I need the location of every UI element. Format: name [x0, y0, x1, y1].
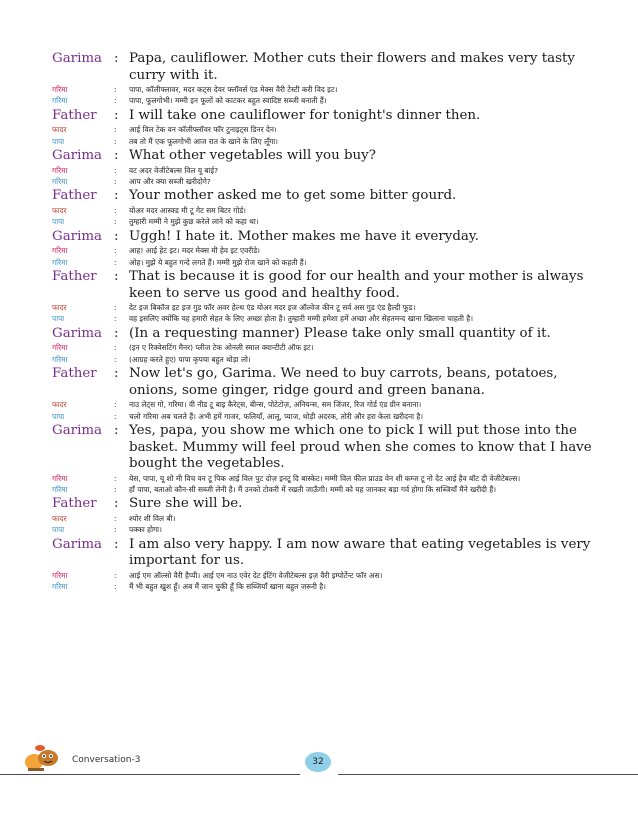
colon: :	[114, 125, 117, 135]
colon: :	[114, 582, 117, 592]
speaker-name: गरिमा	[52, 343, 68, 353]
page-number-badge: 32	[305, 752, 331, 772]
transliteration-text: श्योर शी विल बी।	[129, 513, 176, 523]
speaker-name: फादर	[52, 303, 67, 313]
colon: :	[114, 205, 117, 215]
colon: :	[114, 423, 119, 438]
colon: :	[114, 85, 117, 94]
transliteration-text: पापा, कॉलीफ्लावर, मदर कट्स देयर फ्लॉवर्स एंड मेक्स वैरी टेस्टी करी विद इट।	[129, 85, 338, 94]
transliteration-text: (इन ए रिक्वेसटिंग मैनर) प्लीज टेक ओनली स्माल क्वान्टीटी ऑफ इट।	[129, 343, 314, 353]
transliteration-line	[52, 205, 592, 216]
transliteration-text: आह! आई हेट इट। मदर मेक्स मी हेव इट एवरीडे।	[129, 246, 260, 256]
dialogue	[52, 50, 592, 592]
colon: :	[114, 484, 117, 494]
colon: :	[114, 165, 117, 175]
transliteration-text: योअर मदर आस्क्ड मी टू गेट सम बिटर गोर्ड।	[129, 205, 246, 215]
colon: :	[114, 257, 117, 267]
dialogue-text: Uggh! I hate it. Mother makes me have it everyday.	[129, 228, 479, 244]
speaker-name: गरिमा	[52, 354, 68, 364]
transliteration-text: नाउ लेट्स गो, गरिमा। वी नीड टू बाइ कैरेट्स, बीन्स, पोटेटोज़, अनियन्स, सम जिंजर, रिज गोर्ड एंड ग्रीन बनाना।	[129, 400, 422, 410]
dialogue-text: (In a requesting manner) Please take only small quantity of it.	[129, 325, 551, 341]
transliteration-text: आई एम ऑल्सो वैरी हैप्पी। आई एम नाउ एवेर देट ईटिंग वेजीटेबल्स इज़ वैरी इम्पोर्टेन्ट फॉर अस।	[129, 570, 383, 580]
speaker-name: Father	[52, 107, 97, 123]
cartoon-mascot-icon	[20, 744, 66, 774]
colon: :	[114, 513, 117, 523]
speaker-name: Garima	[52, 536, 103, 552]
hindi-line	[52, 524, 592, 535]
colon: :	[114, 411, 117, 421]
hindi-line	[52, 581, 592, 592]
transliteration-line	[52, 302, 592, 313]
hindi-text: (आग्रह करते हुए) पापा कृपया बहुत थोड़ा लो।	[129, 354, 251, 364]
hindi-line	[52, 313, 592, 324]
transliteration-line	[52, 399, 592, 410]
speaker-name: गरिमा	[52, 257, 68, 267]
transliteration-line	[52, 84, 592, 95]
dialogue-line	[52, 537, 592, 570]
dialogue-line	[52, 269, 592, 302]
hindi-line	[52, 216, 592, 227]
speaker-name: गरिमा	[52, 484, 68, 494]
colon: :	[114, 343, 117, 353]
colon: :	[114, 525, 117, 535]
dialogue-text: Now let's go, Garima. We need to buy carrots, beans, potatoes, onions, some ginger, ridge gourd and green banana.	[129, 366, 558, 398]
speaker-name: गरिमा	[52, 246, 68, 256]
speaker-name: Garima	[52, 148, 103, 164]
hindi-line	[52, 95, 592, 106]
hindi-text: तब तो मैं एक फूलगोभी आज रात के खाने के लिए लूँगा।	[129, 136, 278, 146]
dialogue-line	[52, 366, 592, 399]
colon: :	[114, 246, 117, 256]
speaker-name: फादर	[52, 125, 67, 135]
footer-section-label: Conversation-3	[72, 755, 141, 765]
dialogue-line	[52, 326, 592, 343]
dialogue-line	[52, 51, 592, 84]
speaker-name: गरिमा	[52, 570, 68, 580]
transliteration-line	[52, 124, 592, 135]
hindi-line	[52, 411, 592, 422]
colon: :	[114, 148, 119, 164]
colon: :	[114, 136, 117, 146]
colon: :	[114, 107, 119, 123]
transliteration-line	[52, 513, 592, 524]
colon: :	[114, 325, 119, 341]
colon: :	[114, 96, 117, 106]
hindi-line	[52, 136, 592, 147]
footer-divider	[0, 774, 300, 775]
hindi-text: ओह। मुझे ये बहुत गन्दे लगते हैं। मम्मी मुझे रोज खाने को कहती हैं।	[129, 257, 307, 267]
transliteration-text: आई विल टेक वन कॉलीफ्लॉवर फॉर टुनाइट्स डिनर देन।	[129, 125, 277, 135]
speaker-name: गरिमा	[52, 177, 68, 187]
transliteration-line	[52, 165, 592, 176]
speaker-name: पापा	[52, 217, 65, 227]
dialogue-text: I will take one cauliflower for tonight's dinner then.	[129, 107, 481, 123]
dialogue-text: Sure she will be.	[129, 496, 243, 512]
colon: :	[114, 303, 117, 313]
speaker-name: पापा	[52, 525, 65, 535]
speaker-name: Father	[52, 269, 97, 285]
speaker-name: फादर	[52, 400, 67, 410]
colon: :	[114, 269, 119, 285]
dialogue-text: What other vegetables will you buy?	[129, 148, 376, 164]
colon: :	[114, 51, 119, 66]
speaker-name: Father	[52, 188, 97, 204]
dialogue-line	[52, 108, 592, 125]
speaker-name: गरिमा	[52, 85, 68, 94]
hindi-text: हाँ पापा, बताओ कौन-सी सब्जी लेनी है। मैं उनको टोकरी में रखती जाऊँगी। मम्मी को यह जानकर बड़ा गर्व होगा कि सब्जियाँ मैंने खरीदी हैं।	[129, 484, 497, 494]
speaker-name: फादर	[52, 205, 67, 215]
hindi-text: पक्का होगा।	[129, 525, 162, 535]
colon: :	[114, 354, 117, 364]
colon: :	[114, 570, 117, 580]
colon: :	[114, 366, 119, 382]
dialogue-text: That is because it is good for our health and your mother is always keen to serve us good and healthy food.	[129, 269, 584, 301]
hindi-line	[52, 354, 592, 365]
transliteration-line	[52, 342, 592, 353]
colon: :	[114, 228, 119, 244]
dialogue-line	[52, 188, 592, 205]
hindi-text: वह इसलिए क्योंकि यह हमारी सेहत के लिए अच्छा होता है। तुम्हारी मम्मी हमेशा हमें अच्छा और सेहतमन्द खाना खिलाना चाहती है।	[129, 314, 474, 324]
hindi-text: मैं भी बहुत खुश हूँ। अब मैं जान चुकी हूँ कि सब्जियाँ खाना बहुत जरूरी है।	[129, 582, 326, 592]
speaker-name: Garima	[52, 51, 103, 66]
transliteration-text: वट अदर वेजीटेबल्स विल यू बाई?	[129, 165, 219, 175]
speaker-name: पापा	[52, 136, 65, 146]
colon: :	[114, 496, 119, 512]
colon: :	[114, 217, 117, 227]
speaker-name: गरिमा	[52, 165, 68, 175]
colon: :	[114, 473, 117, 483]
dialogue-text: Papa, cauliflower. Mother cuts their flowers and makes very tasty curry with it.	[129, 51, 575, 83]
colon: :	[114, 400, 117, 410]
speaker-name: Father	[52, 496, 97, 512]
speaker-name: गरिमा	[52, 473, 68, 483]
dialogue-text: I am also very happy. I am now aware that eating vegetables is very important for us.	[129, 536, 591, 569]
dialogue-line	[52, 148, 592, 165]
colon: :	[114, 188, 119, 204]
speaker-name: गरिमा	[52, 96, 68, 106]
colon: :	[114, 314, 117, 324]
hindi-text: चलो गरिमा अब चलते हैं। अभी हमें गाजर, फलियाँ, आलू, प्याज, थोड़ी अदरक, तोरी और हरा केला खरीदना है।	[129, 411, 424, 421]
colon: :	[114, 536, 119, 552]
dialogue-line	[52, 229, 592, 246]
transliteration-line	[52, 245, 592, 256]
hindi-line	[52, 257, 592, 268]
page-footer	[0, 744, 638, 784]
hindi-text: पापा, फूलगोभी। मम्मी इन फूलों को काटकर बहुत स्वादिष्ट सब्जी बनाती हैं।	[129, 96, 327, 106]
colon: :	[114, 177, 117, 187]
speaker-name: गरिमा	[52, 582, 68, 592]
hindi-text: तुम्हारी मम्मी ने मुझे कुछ करेले लाने को कहा था।	[129, 217, 259, 227]
dialogue-text: Your mother asked me to get some bitter gourd.	[129, 188, 457, 204]
transliteration-text: येस, पापा, यू शो मी विच वन टू पिक आई विल पुट दोज़ इनटू दि बास्केट। मम्मी विल फील प्राउड वेन शी कम्ज टू नो देट आई हैव बॉट दी वेजीटेबल्स।	[129, 473, 521, 483]
speaker-name: Garima	[52, 228, 103, 244]
speaker-name: Father	[52, 366, 97, 382]
transliteration-line	[52, 570, 592, 581]
dialogue-text: Yes, papa, you show me which one to pick I will put those into the basket. Mummy will feel proud when she comes to know that I have bought the vegetables.	[129, 423, 592, 471]
dialogue-line	[52, 496, 592, 513]
footer-divider	[338, 774, 638, 775]
speaker-name: पापा	[52, 314, 65, 324]
hindi-line	[52, 176, 592, 187]
dialogue-line	[52, 423, 592, 473]
speaker-name: Garima	[52, 423, 103, 438]
transliteration-text: देट इज बिकॉज इट इज गुड फॉर अवर हेल्थ एंड योअर मदर इज ऑल्वेज कीन टू सर्व अस गुड एंड हैल्दी फूड।	[129, 303, 416, 313]
hindi-text: आप और क्या सब्जी खरीदोगे?	[129, 177, 211, 187]
transliteration-line	[52, 473, 592, 484]
hindi-line	[52, 484, 592, 495]
speaker-name: पापा	[52, 411, 65, 421]
speaker-name: Garima	[52, 325, 103, 341]
speaker-name: फादर	[52, 513, 67, 523]
